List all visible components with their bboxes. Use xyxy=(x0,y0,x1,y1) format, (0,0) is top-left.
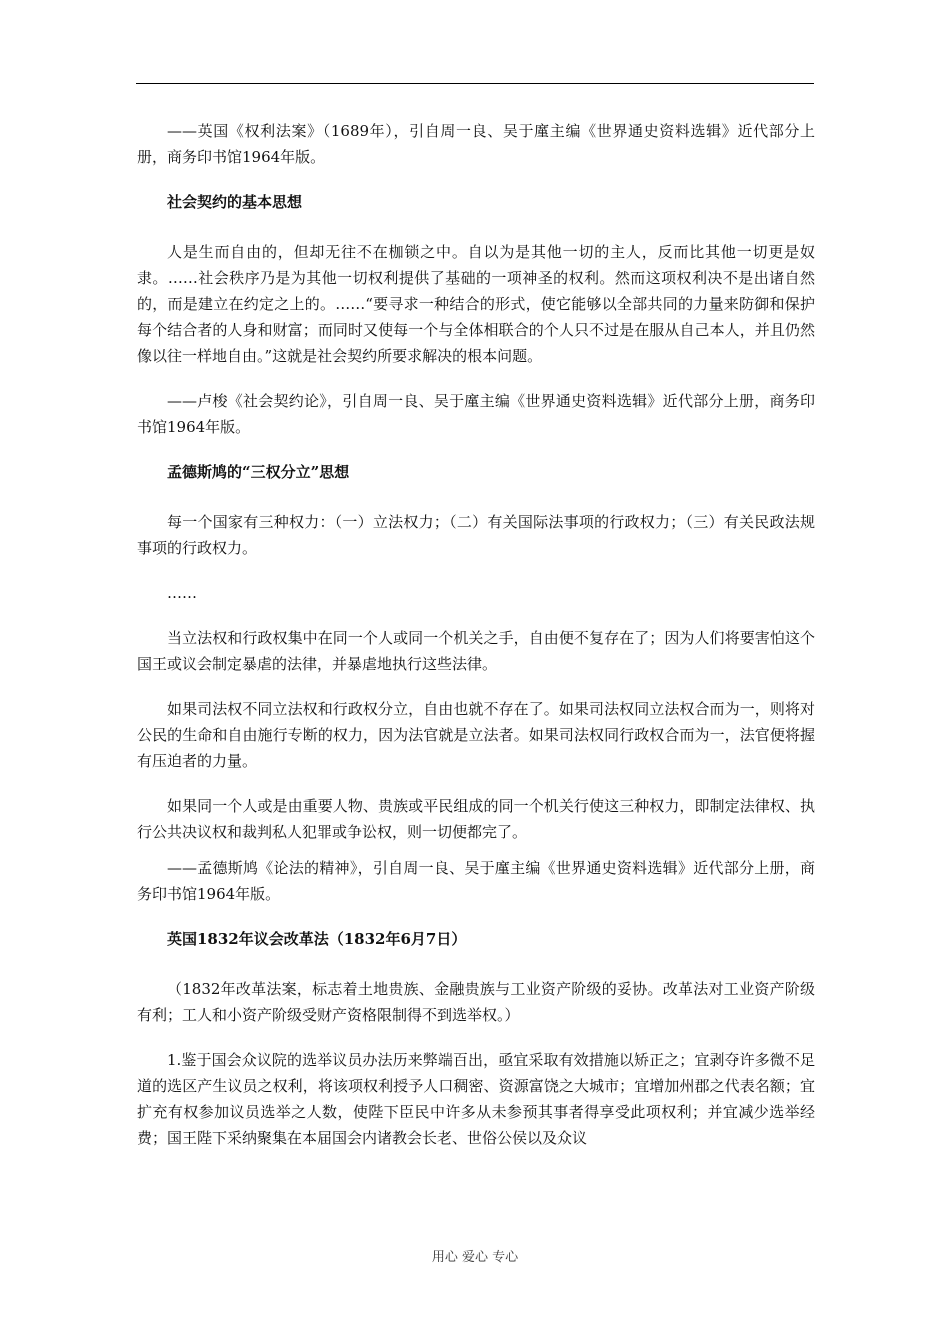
section-heading-social-contract: 社会契约的基本思想 xyxy=(167,193,303,211)
page-footer: 用心 爱心 专心 xyxy=(431,1250,519,1265)
paragraph-reform-act-note: （1832年改革法案，标志着土地贵族、金融贵族与工业资产阶级的妥协。改革法对工业资产阶级有利；工人和小资产阶级受财产资格限制得不到选举权。） xyxy=(137,980,815,1024)
paragraph-reform-act-article-1: 1.鉴于国会众议院的选举议员办法历来弊端百出，亟宜采取有效措施以矫正之；宜剥夺许多微不足道的选区产生议员之权利，将该项权利授予人口稠密、资源富饶之大城市；宜增加州郡之代表名额；宜扩充有权参加议员选举之人数，使陛下臣民中许多从未参预其事者得享受此项权利；并宜减少选举经费；国王陛下采纳聚集在本届国会内诸教会长老、世俗公侯以及众议 xyxy=(137,1051,815,1147)
section-heading-separation-of-powers: 孟德斯鸠的“三权分立”思想 xyxy=(167,463,350,481)
source-citation-bill-of-rights: ——英国《权利法案》（1689年），引自周一良、吴于廑主编《世界通史资料选辑》近代部分上册，商务印书馆1964年版。 xyxy=(137,122,815,166)
document-body xyxy=(137,118,815,1151)
paragraph-three-powers-one-body: 如果同一个人或是由重要人物、贵族或平民组成的同一个机关行使这三种权力，即制定法律权、执行公共决议权和裁判私人犯罪或争讼权，则一切便都完了。 xyxy=(137,797,815,841)
source-citation-rousseau: ——卢梭《社会契约论》，引自周一良、吴于廑主编《世界通史资料选辑》近代部分上册，商务印书馆1964年版。 xyxy=(137,392,815,436)
paragraph-legislative-executive: 当立法权和行政权集中在同一个人或同一个机关之手，自由便不复存在了；因为人们将要害怕这个国王或议会制定暴虐的法律，并暴虐地执行这些法律。 xyxy=(137,629,815,673)
section-heading-reform-act-1832: 英国1832年议会改革法（1832年6月7日） xyxy=(167,930,467,948)
source-citation-montesquieu: ——孟德斯鸠《论法的精神》，引自周一良、吴于廑主编《世界通史资料选辑》近代部分上册，商务印书馆1964年版。 xyxy=(137,859,815,903)
paragraph-social-contract: 人是生而自由的，但却无往不在枷锁之中。自以为是其他一切的主人，反而比其他一切更是奴隶。……社会秩序乃是为其他一切权利提供了基础的一项神圣的权利。然而这项权利决不是出诸自然的，而是建立在约定之上的。……“要寻求一种结合的形式，使它能够以全部共同的力量来防御和保护每个结合者的人身和财富；而同时又使每一个与全体相联合的个人只不过是在服从自己本人，并且仍然像以往一样地自由。”这就是社会契约所要求解决的根本问题。 xyxy=(137,243,815,365)
header-rule xyxy=(136,83,814,84)
paragraph-judicial-power: 如果司法权不同立法权和行政权分立，自由也就不存在了。如果司法权同立法权合而为一，则将对公民的生命和自由施行专断的权力，因为法官就是立法者。如果司法权同行政权合而为一，法官便将握有压迫者的力量。 xyxy=(137,700,815,770)
paragraph-three-powers: 每一个国家有三种权力：（一）立法权力；（二）有关国际法事项的行政权力；（三）有关民政法规事项的行政权力。 xyxy=(137,513,815,557)
ellipsis-paragraph: …… xyxy=(167,584,197,602)
